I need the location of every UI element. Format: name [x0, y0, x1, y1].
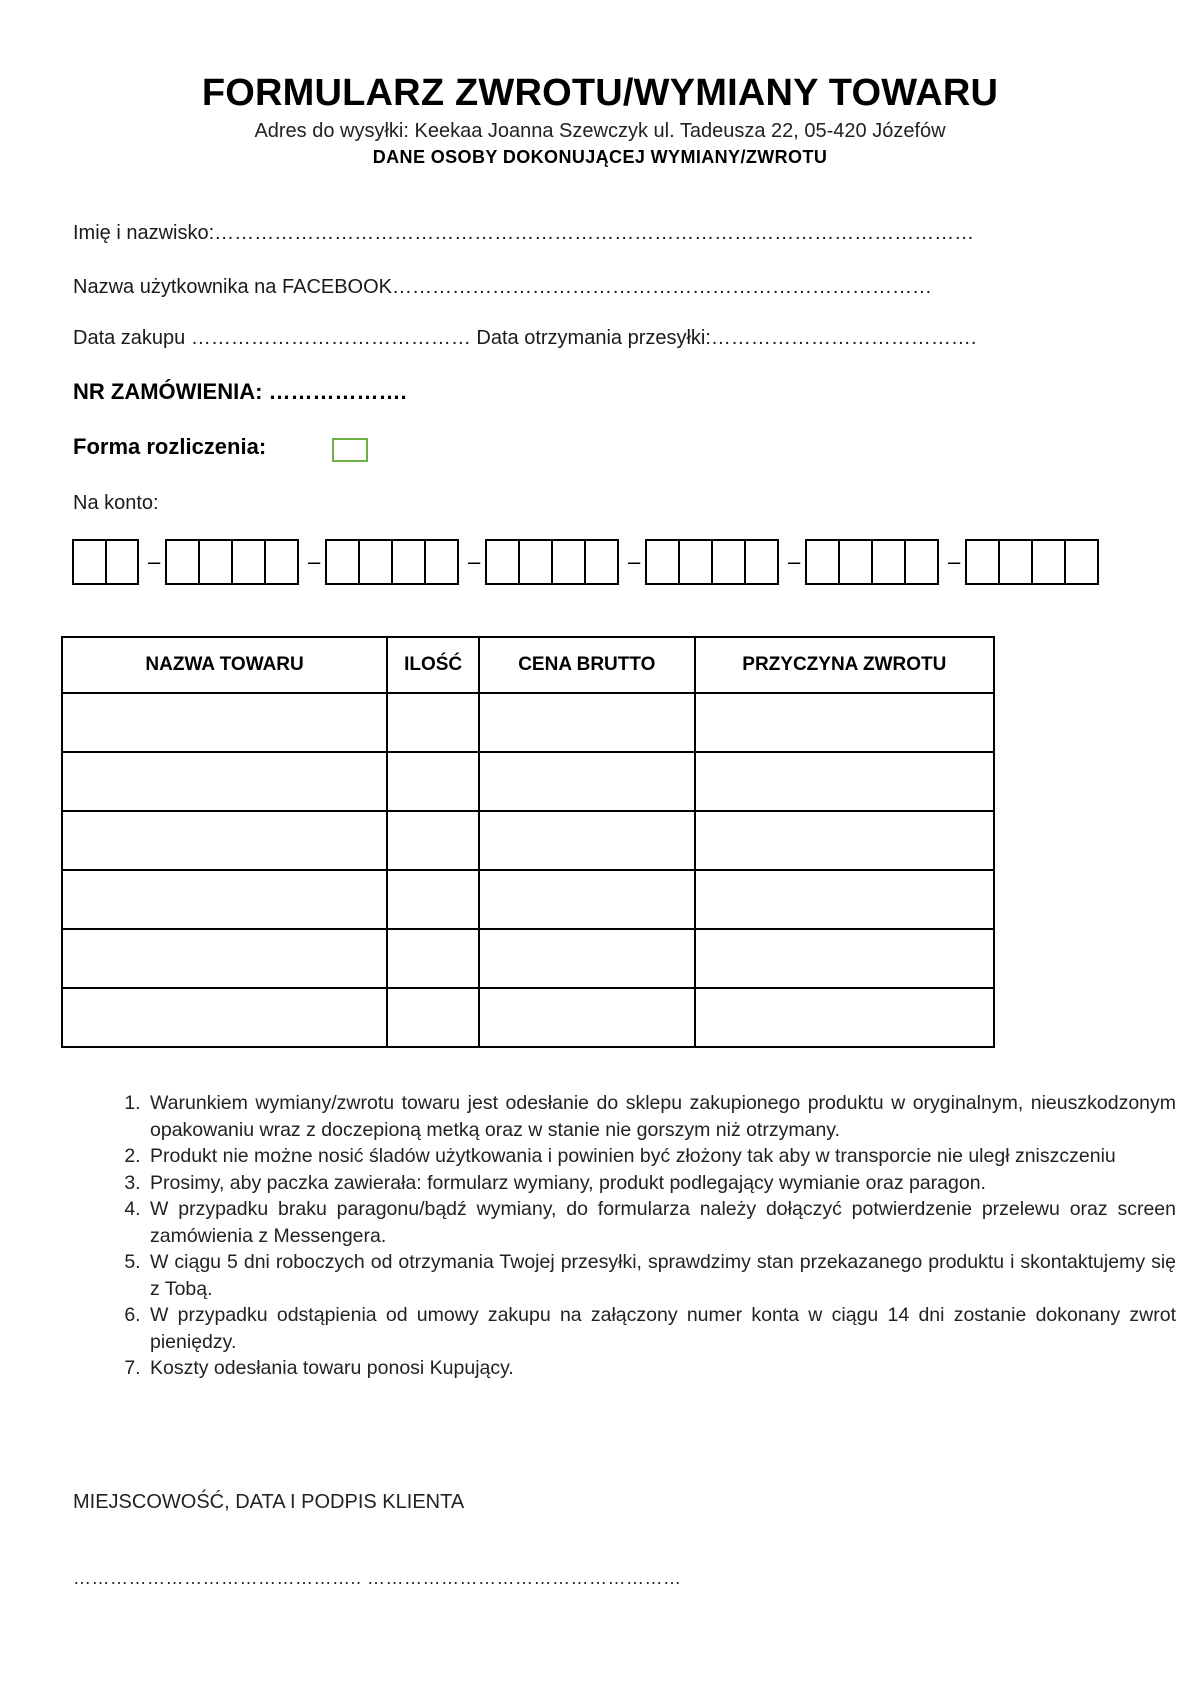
items-table: [61, 636, 995, 1048]
table-cell[interactable]: [387, 929, 479, 988]
rule-item: 4. W przypadku braku paragonu/bądź wymiany, do formularza należy dołączyć potwierdzenie przelewu oraz screen zamówienia z Messengera.: [146, 1196, 1176, 1249]
table-row: [62, 693, 994, 752]
account-separator: –: [948, 549, 961, 574]
account-digit-box[interactable]: [967, 541, 1000, 583]
account-digit-group: [485, 539, 619, 585]
account-digit-box[interactable]: [233, 541, 266, 583]
account-digit-box[interactable]: [1033, 541, 1066, 583]
table-cell[interactable]: [479, 929, 695, 988]
table-cell[interactable]: [62, 752, 387, 811]
account-digit-box[interactable]: [266, 541, 297, 583]
account-digit-box[interactable]: [647, 541, 680, 583]
account-digit-box[interactable]: [327, 541, 360, 583]
section-heading: DANE OSOBY DOKONUJĄCEJ WYMIANY/ZWROTU: [372, 147, 828, 167]
table-cell[interactable]: [62, 929, 387, 988]
table-row: [62, 752, 994, 811]
header-return-reason: PRZYCZYNA ZWROTU: [695, 637, 994, 693]
settlement-checkbox[interactable]: [332, 438, 368, 462]
account-digit-box[interactable]: [426, 541, 457, 583]
account-digit-group: [645, 539, 779, 585]
table-row: [62, 870, 994, 929]
rule-item: 5. W ciągu 5 dni roboczych od otrzymania Twojej przesyłki, sprawdzimy stan przekazanego produktu i skontaktujemy się z Tobą.: [146, 1249, 1176, 1302]
table-cell[interactable]: [479, 988, 695, 1047]
account-digit-group: [325, 539, 459, 585]
form-title: FORMULARZ ZWROTU/WYMIANY TOWARU: [201, 72, 999, 114]
table-cell[interactable]: [479, 752, 695, 811]
rule-item: 3. Prosimy, aby paczka zawierała: formularz wymiany, produkt podlegający wymianie oraz paragon.: [146, 1170, 1176, 1197]
table-cell[interactable]: [695, 693, 994, 752]
name-field[interactable]: Imię i nazwisko:……………………………………………………………………………………………………: [73, 222, 975, 244]
table-cell[interactable]: [62, 988, 387, 1047]
table-cell[interactable]: [387, 752, 479, 811]
account-digit-box[interactable]: [807, 541, 840, 583]
account-digit-box[interactable]: [393, 541, 426, 583]
shipping-address: Adres do wysyłki: Keekaa Joanna Szewczyk ul. Tadeusza 22, 05-420 Józefów: [254, 120, 946, 142]
rule-item: 6. W przypadku odstąpienia od umowy zakupu na załączony numer konta w ciągu 14 dni zostanie dokonany zwrot pieniędzy.: [146, 1302, 1176, 1355]
account-digit-box[interactable]: [906, 541, 937, 583]
account-digit-box[interactable]: [1000, 541, 1033, 583]
table-header-row: [62, 637, 994, 693]
header-item-name: NAZWA TOWARU: [62, 637, 387, 693]
account-digit-box[interactable]: [586, 541, 617, 583]
table-cell[interactable]: [479, 693, 695, 752]
table-row: [62, 988, 994, 1047]
account-digit-box[interactable]: [873, 541, 906, 583]
return-rules-list: [104, 1090, 1176, 1382]
account-digit-box[interactable]: [713, 541, 746, 583]
account-separator: –: [148, 549, 161, 574]
account-label: Na konto:: [73, 492, 159, 514]
account-digit-box[interactable]: [840, 541, 873, 583]
account-digit-group: [805, 539, 939, 585]
header-gross-price: CENA BRUTTO: [479, 637, 695, 693]
account-digit-group: [965, 539, 1099, 585]
table-row: [62, 929, 994, 988]
account-digit-box[interactable]: [553, 541, 586, 583]
order-number-field[interactable]: NR ZAMÓWIENIA: ……………….: [73, 379, 407, 404]
account-digit-box[interactable]: [746, 541, 777, 583]
table-row: [62, 811, 994, 870]
rule-item: 2. Produkt nie możne nosić śladów użytkowania i powinien być złożony tak aby w transporcie nie uległ zniszczeniu: [146, 1143, 1176, 1170]
table-cell[interactable]: [387, 988, 479, 1047]
rule-item: 7. Koszty odesłania towaru ponosi Kupujący.: [146, 1355, 1176, 1382]
account-digit-box[interactable]: [74, 541, 107, 583]
table-cell[interactable]: [387, 870, 479, 929]
table-cell[interactable]: [62, 870, 387, 929]
account-digit-box[interactable]: [200, 541, 233, 583]
account-separator: –: [468, 549, 481, 574]
account-digit-group: [72, 539, 139, 585]
account-digit-box[interactable]: [107, 541, 138, 583]
table-cell[interactable]: [479, 811, 695, 870]
table-cell[interactable]: [479, 870, 695, 929]
table-cell[interactable]: [387, 811, 479, 870]
signature-line[interactable]: ……………………………………….. ……………………………………………: [73, 1568, 682, 1588]
header-quantity: ILOŚĆ: [387, 637, 479, 693]
table-cell[interactable]: [695, 870, 994, 929]
account-separator: –: [788, 549, 801, 574]
account-digit-box[interactable]: [680, 541, 713, 583]
facebook-username-field[interactable]: Nazwa użytkownika na FACEBOOK………………………………………………………………………: [73, 276, 933, 298]
account-digit-group: [165, 539, 299, 585]
bank-account-boxes: [72, 539, 1136, 585]
purchase-dates-field[interactable]: Data zakupu …………………………………… Data otrzymania przesyłki:………………………………….: [73, 327, 977, 349]
table-cell[interactable]: [62, 811, 387, 870]
table-cell[interactable]: [695, 929, 994, 988]
settlement-form-label: Forma rozliczenia:: [73, 434, 267, 459]
rule-item: 1. Warunkiem wymiany/zwrotu towaru jest odesłanie do sklepu zakupionego produktu w oryginalnym, nieuszkodzonym opakowaniu wraz z doczepioną metką oraz w stanie nie gorszym niż otrzymany.: [146, 1090, 1176, 1143]
signature-label: MIEJSCOWOŚĆ, DATA I PODPIS KLIENTA: [73, 1491, 465, 1513]
table-cell[interactable]: [695, 988, 994, 1047]
account-digit-box[interactable]: [167, 541, 200, 583]
table-cell[interactable]: [695, 752, 994, 811]
table-cell[interactable]: [695, 811, 994, 870]
account-separator: –: [308, 549, 321, 574]
account-digit-box[interactable]: [487, 541, 520, 583]
table-cell[interactable]: [387, 693, 479, 752]
account-separator: –: [628, 549, 641, 574]
table-cell[interactable]: [62, 693, 387, 752]
account-digit-box[interactable]: [1066, 541, 1097, 583]
account-digit-box[interactable]: [520, 541, 553, 583]
account-digit-box[interactable]: [360, 541, 393, 583]
